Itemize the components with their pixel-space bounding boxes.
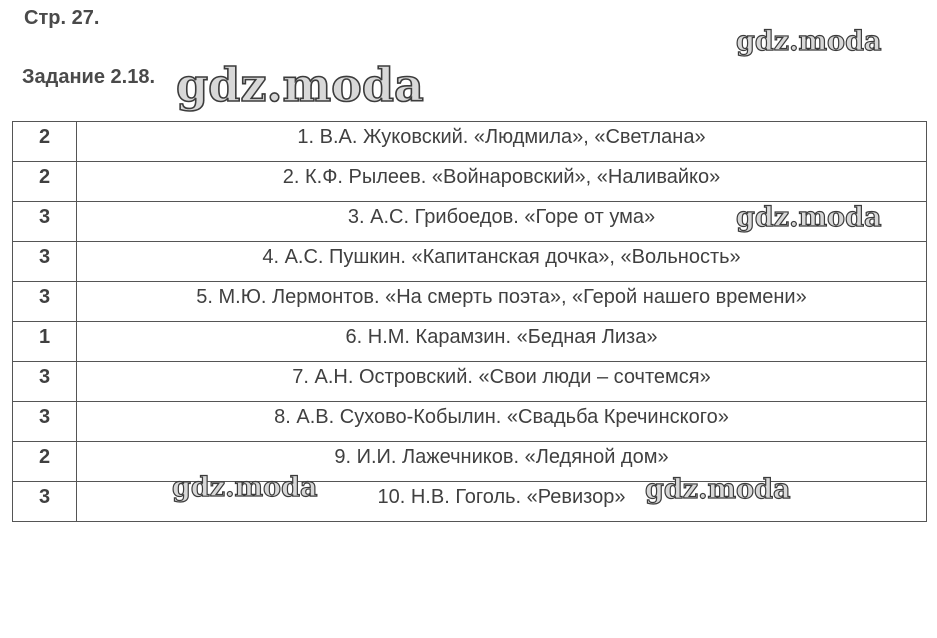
work-cell: 2. К.Ф. Рылеев. «Войнаровский», «Наливайко» <box>77 162 927 202</box>
work-cell: 4. А.С. Пушкин. «Капитанская дочка», «Вольность» <box>77 242 927 282</box>
work-cell: 1. В.А. Жуковский. «Людмила», «Светлана» <box>77 122 927 162</box>
table-row <box>13 482 927 522</box>
table-row <box>13 202 927 242</box>
score-cell: 3 <box>13 242 77 282</box>
work-cell: 8. А.В. Сухово-Кобылин. «Свадьба Кречинского» <box>77 402 927 442</box>
watermark-bottom-left: gdz.moda <box>172 472 318 503</box>
score-cell: 2 <box>13 442 77 482</box>
table-row <box>13 442 927 482</box>
watermark-top-right: gdz.moda <box>736 26 882 57</box>
work-cell: 3. А.С. Грибоедов. «Горе от ума» <box>77 202 927 242</box>
score-cell: 3 <box>13 402 77 442</box>
score-cell: 2 <box>13 162 77 202</box>
work-cell: 5. М.Ю. Лермонтов. «На смерть поэта», «Герой нашего времени» <box>77 282 927 322</box>
watermark-bottom-right: gdz.moda <box>645 474 791 505</box>
page-label: Стр. 27. <box>24 7 100 29</box>
table-row <box>13 362 927 402</box>
table-row <box>13 242 927 282</box>
score-cell: 3 <box>13 482 77 522</box>
work-cell: 7. А.Н. Островский. «Свои люди – сочтемся» <box>77 362 927 402</box>
work-cell: 10. Н.В. Гоголь. «Ревизор» <box>77 482 927 522</box>
watermark-title: gdz.moda <box>176 58 424 112</box>
score-cell: 2 <box>13 122 77 162</box>
work-cell: 6. Н.М. Карамзин. «Бедная Лиза» <box>77 322 927 362</box>
table-row <box>13 322 927 362</box>
table-row <box>13 402 927 442</box>
watermark-row3: gdz.moda <box>736 202 882 233</box>
answers-table <box>12 121 927 522</box>
score-cell: 3 <box>13 362 77 402</box>
score-cell: 3 <box>13 282 77 322</box>
table-row <box>13 122 927 162</box>
table-row <box>13 162 927 202</box>
score-cell: 3 <box>13 202 77 242</box>
task-title: Задание 2.18. <box>22 66 156 88</box>
table-row <box>13 282 927 322</box>
score-cell: 1 <box>13 322 77 362</box>
work-cell: 9. И.И. Лажечников. «Ледяной дом» <box>77 442 927 482</box>
